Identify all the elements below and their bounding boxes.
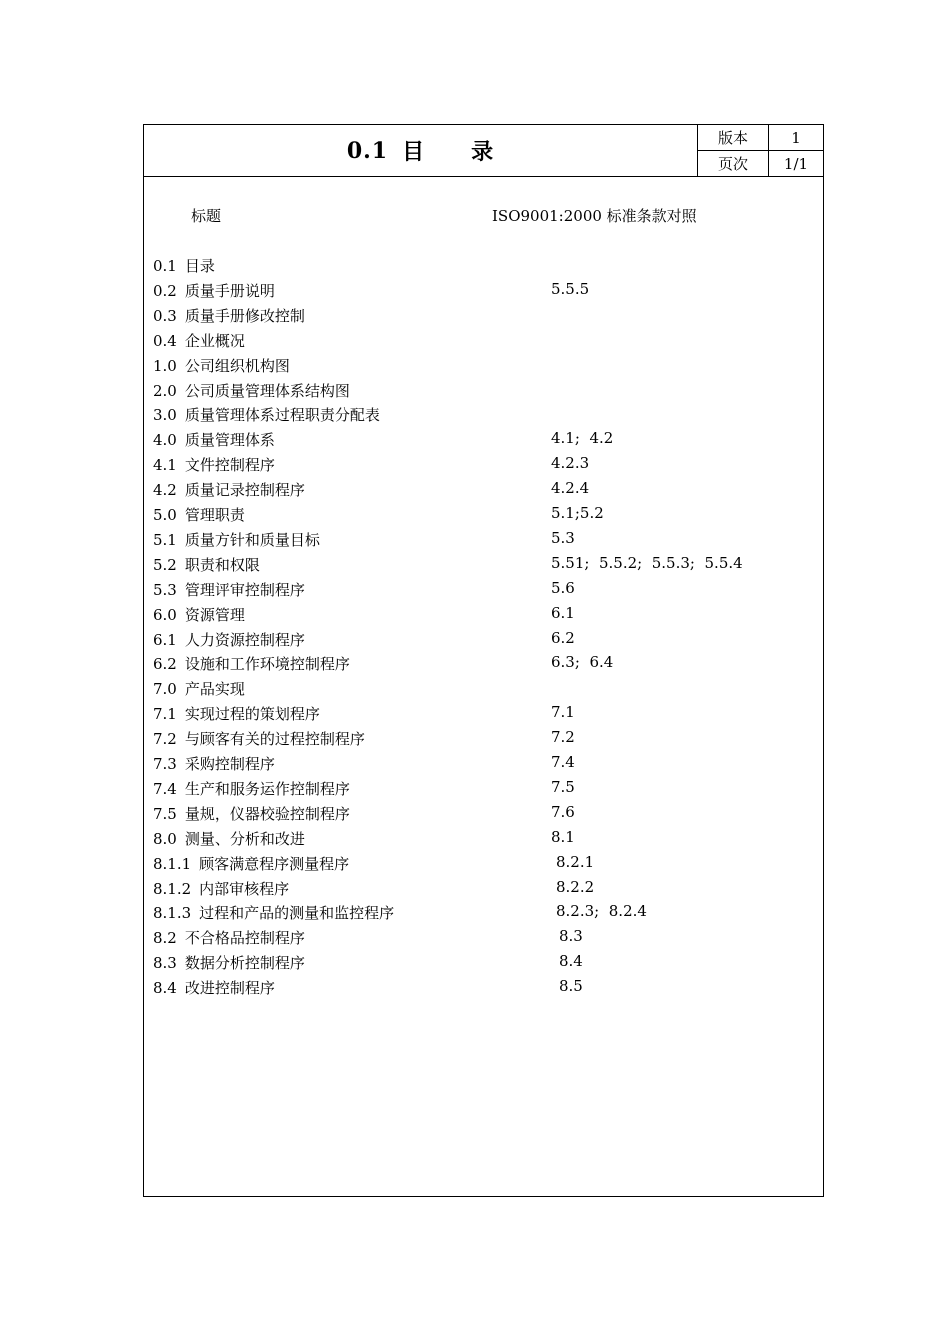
toc-entry	[153, 604, 245, 626]
toc-entry-clause: 5.51; 5.5.2; 5.5.3; 5.5.4	[551, 554, 743, 572]
page-label: 页次	[698, 151, 769, 176]
toc-entry-clause: 8.2.1	[556, 853, 595, 871]
toc-entry-clause: 6.1	[551, 604, 575, 622]
toc-entry-clause: 8.2.3; 8.2.4	[556, 902, 647, 920]
toc-entry-title: 改进控制程序	[184, 979, 275, 997]
toc-entry-number: 5.1	[153, 531, 177, 549]
toc-entry	[153, 878, 289, 900]
toc-entry	[153, 529, 320, 551]
toc-entry-number: 8.0	[153, 830, 177, 848]
toc-entry-title: 公司质量管理体系结构图	[184, 382, 350, 400]
toc-entry-clause: 6.2	[551, 629, 575, 647]
toc-entry-number: 5.2	[153, 556, 177, 574]
toc-entry-number: 8.1.2	[153, 880, 192, 898]
toc-entry-number: 7.2	[153, 730, 177, 748]
toc-entry-clause: 5.5.5	[551, 280, 590, 298]
document-frame	[143, 124, 824, 1197]
toc-entry-number: 6.2	[153, 655, 177, 673]
toc-entry-clause: 5.6	[551, 579, 575, 597]
toc-entry-number: 7.5	[153, 805, 177, 823]
toc-entry-number: 4.0	[153, 431, 177, 449]
toc-entry-number: 6.0	[153, 606, 177, 624]
document-header	[144, 125, 823, 177]
toc-entry-title: 质量手册说明	[184, 282, 275, 300]
toc-entry	[153, 504, 245, 526]
toc-entry	[153, 803, 350, 825]
toc-entry-clause: 4.2.4	[551, 479, 590, 497]
toc-entry-title: 管理评审控制程序	[184, 581, 305, 599]
toc-entry-clause: 8.5	[559, 977, 583, 995]
toc-entry	[153, 330, 245, 352]
toc-entry-number: 5.0	[153, 506, 177, 524]
toc-entry-number: 4.1	[153, 456, 177, 474]
toc-entry	[153, 828, 305, 850]
toc-entry-number: 8.1.3	[153, 904, 192, 922]
toc-entry-number: 0.4	[153, 332, 177, 350]
toc-entry-number: 0.1	[153, 257, 177, 275]
toc-entry-clause: 4.2.3	[551, 454, 590, 472]
toc-entry	[153, 902, 394, 924]
toc-entry-clause: 8.2.2	[556, 878, 595, 896]
toc-entry-title: 质量记录控制程序	[184, 481, 305, 499]
toc-entry-title: 内部审核程序	[199, 880, 290, 898]
clause-column-heading: ISO9001:2000 标准条款对照	[492, 207, 697, 225]
toc-entry-number: 1.0	[153, 357, 177, 375]
toc-entry	[153, 728, 365, 750]
toc-entry-title: 设施和工作环境控制程序	[184, 655, 350, 673]
toc-entry-title: 量规，仪器校验控制程序	[184, 805, 350, 823]
toc-entry	[153, 703, 320, 725]
toc-entry-number: 2.0	[153, 382, 177, 400]
toc-entry-clause: 7.1	[551, 703, 575, 721]
toc-entry-number: 5.3	[153, 581, 177, 599]
toc-entry-clause: 8.4	[559, 952, 583, 970]
page-value: 1/1	[783, 154, 809, 173]
toc-entry	[153, 554, 260, 576]
toc-entry-number: 8.3	[153, 954, 177, 972]
toc-entry	[153, 952, 305, 974]
toc-entry-title: 生产和服务运作控制程序	[184, 780, 350, 798]
toc-entry-number: 8.4	[153, 979, 177, 997]
toc-entry	[153, 404, 380, 426]
toc-entry-title: 质量方针和质量目标	[184, 531, 320, 549]
toc-entry	[153, 653, 350, 675]
toc-entry	[153, 280, 275, 302]
toc-entry-number: 7.4	[153, 780, 177, 798]
toc-entry-number: 4.2	[153, 481, 177, 499]
toc-entry-number: 7.3	[153, 755, 177, 773]
toc-entry-title: 产品实现	[184, 680, 245, 698]
toc-entry	[153, 753, 275, 775]
version-row	[698, 125, 823, 151]
toc-entry-clause: 8.1	[551, 828, 575, 846]
title-text: 目 录	[402, 139, 495, 165]
toc-entry	[153, 778, 350, 800]
toc-entry	[153, 629, 305, 651]
toc-entry	[153, 255, 215, 277]
toc-entry-clause: 7.6	[551, 803, 575, 821]
toc-entry-title: 公司组织机构图	[184, 357, 290, 375]
toc-entry	[153, 479, 305, 501]
toc-entry-title: 企业概况	[184, 332, 245, 350]
toc-entry	[153, 927, 305, 949]
toc-entry	[153, 454, 275, 476]
toc-entry-number: 8.1.1	[153, 855, 192, 873]
toc-entry-clause: 8.3	[559, 927, 583, 945]
toc-entry-title: 实现过程的策划程序	[184, 705, 320, 723]
toc-entry	[153, 429, 275, 451]
toc-entry-title: 资源管理	[184, 606, 245, 624]
toc-entry-clause: 4.1; 4.2	[551, 429, 614, 447]
toc-entry	[153, 579, 305, 601]
page-row	[698, 151, 823, 176]
title-column-heading: 标题	[191, 207, 222, 225]
toc-entry-clause: 6.3; 6.4	[551, 653, 614, 671]
version-value: 1	[791, 128, 801, 147]
toc-entry-title: 管理职责	[184, 506, 245, 524]
toc-entry-title: 职责和权限	[184, 556, 260, 574]
toc-entry	[153, 380, 350, 402]
toc-entry-number: 6.1	[153, 631, 177, 649]
toc-entry-title: 不合格品控制程序	[184, 929, 305, 947]
toc-entry	[153, 305, 305, 327]
toc-entry-title: 与顾客有关的过程控制程序	[184, 730, 365, 748]
toc-entry-clause: 7.4	[551, 753, 575, 771]
toc-entry-number: 7.1	[153, 705, 177, 723]
toc-entry-number: 0.2	[153, 282, 177, 300]
toc-entry-title: 目录	[184, 257, 215, 275]
toc-entry-title: 测量、分析和改进	[184, 830, 305, 848]
toc-entry-number: 8.2	[153, 929, 177, 947]
toc-entry-title: 采购控制程序	[184, 755, 275, 773]
toc-entry-title: 文件控制程序	[184, 456, 275, 474]
toc-entry-title: 质量管理体系	[184, 431, 275, 449]
toc-entry-title: 质量管理体系过程职责分配表	[184, 406, 380, 424]
toc-entry-number: 7.0	[153, 680, 177, 698]
version-label: 版本	[698, 125, 769, 150]
toc-entry-title: 人力资源控制程序	[184, 631, 305, 649]
toc-entry	[153, 678, 245, 700]
title-number: 0.1	[346, 137, 389, 164]
document-meta-table	[697, 125, 823, 176]
toc-entry-number: 0.3	[153, 307, 177, 325]
page-title	[144, 125, 697, 176]
toc-entry-number: 3.0	[153, 406, 177, 424]
toc-entry-clause: 7.5	[551, 778, 575, 796]
toc-entry	[153, 355, 290, 377]
toc-entry-title: 过程和产品的测量和监控程序	[199, 904, 395, 922]
toc-entry-clause: 5.3	[551, 529, 575, 547]
toc-entry-title: 数据分析控制程序	[184, 954, 305, 972]
toc-entry-clause: 7.2	[551, 728, 575, 746]
toc-entry-title: 顾客满意程序测量程序	[199, 855, 350, 873]
toc-entry	[153, 853, 349, 875]
toc-entry	[153, 977, 275, 999]
toc-entry-title: 质量手册修改控制	[184, 307, 305, 325]
toc-entry-clause: 5.1;5.2	[551, 504, 604, 522]
